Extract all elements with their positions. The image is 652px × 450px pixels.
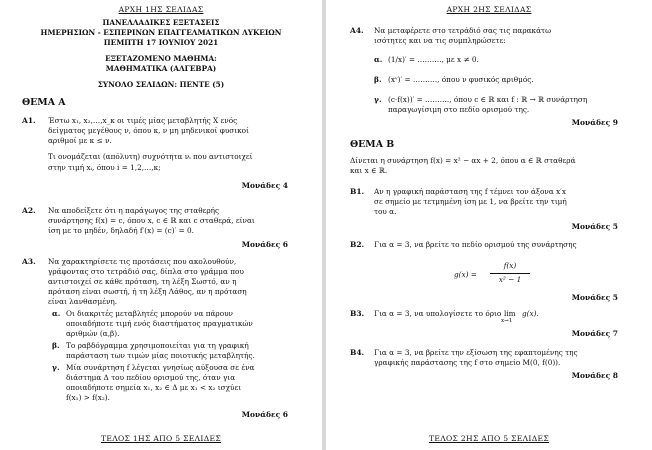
a2-line-1: Να αποδείξετε ότι η παράγωγος της σταθερής bbox=[48, 206, 220, 215]
a4-line-2: ισότητες και να τις συμπληρώσετε: bbox=[374, 36, 506, 45]
a1-marks: Μονάδες 4 bbox=[241, 181, 288, 190]
a3-item-c-label: γ. bbox=[52, 363, 60, 372]
subject-label: ΕΞΕΤΑΖΟΜΕΝΟ ΜΑΘΗΜΑ: bbox=[105, 54, 217, 63]
a3-intro-line-1: Να χαρακτηρίσετε τις προτάσεις που ακολουθούν, bbox=[48, 257, 237, 266]
question-label-a4: Α4. bbox=[350, 26, 364, 35]
g-lhs: g(x) = bbox=[454, 270, 477, 279]
lim-word: lim bbox=[504, 309, 516, 318]
exam-title-line-1: ΠΑΝΕΛΛΑΔΙΚΕΣ ΕΞΕΤΑΣΕΙΣ bbox=[102, 18, 220, 27]
g-numerator: f(x) bbox=[503, 261, 517, 270]
a3-intro-line-4: πρόταση είναι σωστή, ή τη λέξη Λάθος, αν η πρόταση bbox=[48, 287, 247, 296]
g-function-formula bbox=[454, 260, 564, 290]
b4-line-1: Για α = 3, να βρείτε την εξίσωση της εφαπτομένης της bbox=[374, 348, 578, 357]
total-pages: ΣΥΝΟΛΟ ΣΕΛΙΔΩΝ: ΠΕΝΤΕ (5) bbox=[97, 80, 225, 89]
a1-question-line-2: στην τιμή xᵢ, όπου i = 1,2,…,κ; bbox=[48, 163, 161, 172]
a1-line-2: δείγματος μεγέθους ν, όπου κ, ν μη μηδενικοί φυσικοί bbox=[48, 126, 249, 135]
section-title-a: ΘΕΜΑ Α bbox=[22, 97, 66, 108]
b1-line-1: Αν η γραφική παράσταση της f τέμνει τον άξονα x′x bbox=[374, 187, 566, 196]
section-title-b: ΘΕΜΑ Β bbox=[350, 139, 395, 150]
b2-marks: Μονάδες 5 bbox=[571, 293, 618, 302]
b4-line-2: γραφικής παράστασης της f στο σημείο M(0, f(0)). bbox=[374, 358, 561, 367]
a1-line-1: Έστω x₁, x₂,…,x_κ οι τιμές μίας μεταβλητής X ενός bbox=[48, 116, 238, 125]
question-label-a2: Α2. bbox=[22, 206, 36, 215]
a3-item-a-line-1: Οι διακριτές μεταβλητές μπορούν να πάρουν bbox=[66, 309, 233, 318]
exam-date: ΠΕΜΠΤΗ 17 ΙΟΥΝΙΟΥ 2021 bbox=[103, 38, 219, 47]
b4-marks: Μονάδες 8 bbox=[571, 371, 618, 380]
b3-line: Για α = 3, να υπολογίσετε το όριο bbox=[374, 309, 502, 318]
a3-item-b-line-1: Το ραβδόγραμμα χρησιμοποιείται για τη γραφική bbox=[66, 341, 249, 350]
a3-item-a-line-3: αριθμών (α,β). bbox=[66, 329, 120, 338]
a1-line-3: αριθμοί με κ ≤ ν. bbox=[48, 136, 112, 145]
theme-b-intro-line-2: και x ∈ ℝ. bbox=[350, 166, 388, 175]
a2-marks: Μονάδες 6 bbox=[241, 240, 288, 249]
a3-marks: Μονάδες 6 bbox=[241, 410, 288, 419]
a4-item-c-expr-line-2: παραγωγίσιμη στο πεδίο ορισμού της. bbox=[388, 105, 530, 114]
question-label-b3: Β3. bbox=[350, 309, 365, 318]
a3-item-c-line-1: Μία συνάρτηση f λέγεται γνησίως αύξουσα σε ένα bbox=[66, 363, 255, 372]
question-label-a1: Α1. bbox=[22, 116, 36, 125]
a3-item-c-line-2: διάστημα Δ του πεδίου ορισμού της, όταν για bbox=[66, 373, 236, 382]
a4-item-a-expr: (1/x)′ = ………., με x ≠ 0. bbox=[388, 55, 479, 64]
g-denominator: x² − 1 bbox=[498, 275, 522, 284]
a3-item-a-line-2: οποιαδήποτε τιμή ενός διαστήματος πραγματικών bbox=[66, 319, 253, 328]
a2-line-3: ίση με το μηδέν, δηλαδή f′(x) = (c)′ = 0. bbox=[48, 226, 194, 235]
page-footer: ΤΕΛΟΣ 1ΗΣ ΑΠΟ 5 ΣΕΛΙΔΕΣ bbox=[100, 434, 222, 443]
a4-marks: Μονάδες 9 bbox=[571, 118, 618, 127]
page-1 bbox=[0, 0, 322, 450]
a4-item-b-label: β. bbox=[374, 75, 382, 84]
a3-item-b-label: β. bbox=[52, 341, 60, 350]
page-header: ΑΡΧΗ 1ΗΣ ΣΕΛΙΔΑΣ bbox=[118, 5, 204, 14]
b1-marks: Μονάδες 5 bbox=[571, 222, 618, 231]
a4-item-a-label: α. bbox=[374, 55, 383, 64]
b3-marks: Μονάδες 7 bbox=[571, 329, 618, 338]
a4-item-c-label: γ. bbox=[374, 95, 382, 104]
question-label-a3: Α3. bbox=[22, 257, 36, 266]
a3-item-b-line-2: παράσταση των τιμών μίας ποιοτικής μεταβλητής. bbox=[66, 351, 255, 360]
a3-intro-line-2: γράφοντας στο τετράδιό σας, δίπλα στο γράμμα που bbox=[48, 267, 244, 276]
a3-item-c-line-4: f(x₁) > f(x₂). bbox=[66, 393, 110, 402]
a3-intro-line-3: αντιστοιχεί σε κάθε πρόταση, τη λέξη Σωστό, αν η bbox=[48, 277, 237, 286]
b1-line-3: του α. bbox=[374, 207, 397, 216]
a3-item-c-line-3: οποιαδήποτε σημεία x₁, x₂ ∈ Δ με x₁ < x₂ ισχύει bbox=[66, 383, 242, 392]
exam-title-line-2: ΗΜΕΡΗΣΙΩΝ - ΕΣΠΕΡΙΝΩΝ ΕΠΑΓΓΕΛΜΑΤΙΚΩΝ ΛΥΚΕΙΩΝ bbox=[40, 28, 282, 37]
page-footer: ΤΕΛΟΣ 2ΗΣ ΑΠΟ 5 ΣΕΛΙΔΕΣ bbox=[428, 434, 550, 443]
a4-line-1: Να μεταφέρετε στο τετράδιό σας τις παρακάτω bbox=[374, 26, 552, 35]
theme-b-intro: Δίνεται η συνάρτηση f(x) = x² − αx + 2, όπου α ∈ ℝ σταθερά bbox=[350, 156, 576, 165]
b1-line-2: σε σημείο με τετμημένη ίση με 1, να βρείτε την τιμή bbox=[374, 197, 567, 206]
fraction-bar bbox=[490, 273, 530, 274]
a1-question-line-1: Τι ονομάζεται (απόλυτη) συχνότητα νᵢ που αντιστοιχεί bbox=[48, 152, 253, 161]
question-label-b1: Β1. bbox=[350, 187, 365, 196]
a3-item-a-label: α. bbox=[52, 309, 61, 318]
b2-line: Για α = 3, να βρείτε το πεδίο ορισμού της συνάρτησης bbox=[374, 240, 577, 249]
page-header: ΑΡΧΗ 2ΗΣ ΣΕΛΙΔΑΣ bbox=[446, 5, 532, 14]
a3-intro-line-5: είναι λανθασμένη. bbox=[48, 297, 118, 306]
a2-line-2: συνάρτησης f(x) = c, όπου x, c ∈ ℝ και c σταθερά, είναι bbox=[48, 216, 255, 225]
a4-item-c-expr: (c·f(x))′ = ………., όπου c ∈ ℝ και f : ℝ → ℝ συνάρτηση bbox=[388, 95, 588, 104]
lim-expression: g(x). bbox=[522, 309, 539, 318]
question-label-b2: Β2. bbox=[350, 240, 365, 249]
question-label-b4: Β4. bbox=[350, 348, 365, 357]
lim-subscript: x→1 bbox=[501, 318, 513, 324]
subject-name: ΜΑΘΗΜΑΤΙΚΑ (ΑΛΓΕΒΡΑ) bbox=[105, 64, 217, 73]
a4-item-b-expr: (xᵛ)′ = ………., όπου ν φυσικός αριθμός. bbox=[388, 75, 534, 84]
page-2 bbox=[326, 0, 652, 450]
